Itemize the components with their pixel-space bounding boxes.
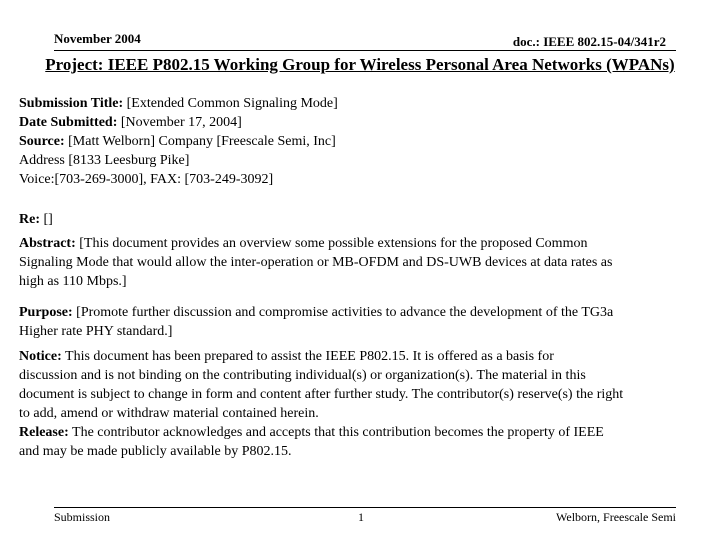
purpose-line bbox=[19, 303, 709, 322]
notice-line: to add, amend or withdraw material contained herein. bbox=[19, 406, 319, 421]
date-submitted-line bbox=[19, 113, 709, 132]
source-value: [Matt Welborn] Company [Freescale Semi, Inc] bbox=[64, 134, 336, 149]
source-label: Source: bbox=[19, 134, 65, 149]
purpose-line: Higher rate PHY standard.] bbox=[19, 324, 173, 339]
release-label: Release: bbox=[19, 425, 69, 440]
notice-line bbox=[19, 347, 709, 366]
purpose-block bbox=[19, 303, 709, 341]
purpose-label: Purpose: bbox=[19, 305, 73, 320]
abstract-line: high as 110 Mbps.] bbox=[19, 274, 127, 289]
abstract-label: Abstract: bbox=[19, 236, 76, 251]
notice-line: discussion and is not binding on the contributing individual(s) or organization(s). The material in this bbox=[19, 368, 586, 383]
notice-text: This document has been prepared to assist the IEEE P802.15. It is offered as a basis for bbox=[61, 349, 554, 364]
release-line bbox=[19, 423, 709, 442]
abstract-line: Signaling Mode that would allow the inter-operation or MB-OFDM and DS-UWB devices at data rates as bbox=[19, 255, 613, 270]
date-submitted-value: [November 17, 2004] bbox=[117, 115, 242, 130]
submission-title-label: Submission Title: bbox=[19, 96, 124, 111]
submission-title-value: [Extended Common Signaling Mode] bbox=[123, 96, 338, 111]
abstract-block bbox=[19, 234, 709, 291]
abstract-text: [This document provides an overview some possible extensions for the proposed Common bbox=[75, 236, 588, 251]
footer-submission: Submission bbox=[54, 510, 111, 524]
submission-block bbox=[19, 94, 709, 189]
footer-page-number: 1 bbox=[358, 510, 364, 524]
re-line bbox=[19, 210, 709, 229]
notice-block bbox=[19, 347, 709, 461]
re-value: [] bbox=[40, 212, 53, 227]
header-rule bbox=[54, 50, 676, 51]
release-line: and may be made publicly available by P802.15. bbox=[19, 444, 292, 459]
re-label: Re: bbox=[19, 212, 40, 227]
address-line: Address [8133 Leesburg Pike] bbox=[19, 153, 190, 168]
date-submitted-label: Date Submitted: bbox=[19, 115, 118, 130]
notice-label: Notice: bbox=[19, 349, 62, 364]
abstract-line bbox=[19, 234, 709, 253]
header-date: November 2004 bbox=[54, 31, 141, 46]
footer-author: Welborn, Freescale Semi bbox=[556, 510, 676, 524]
notice-line: document is subject to change in form and content after further study. The contributor(s) reserve(s) the right bbox=[19, 387, 624, 402]
source-line bbox=[19, 132, 709, 151]
release-text: The contributor acknowledges and accepts that this contribution becomes the property of IEEE bbox=[68, 425, 604, 440]
purpose-text: [Promote further discussion and compromise activities to advance the development of the TG3a bbox=[72, 305, 614, 320]
footer-rule bbox=[54, 507, 676, 508]
voice-fax-line: Voice:[703-269-3000], FAX: [703-249-3092] bbox=[19, 172, 274, 187]
submission-title-line bbox=[19, 94, 709, 113]
re-block bbox=[19, 210, 709, 229]
project-title: Project: IEEE P802.15 Working Group for Wireless Personal Area Networks (WPANs) bbox=[45, 55, 675, 74]
header-doc-id: doc.: IEEE 802.15-04/341r2 bbox=[512, 34, 666, 49]
